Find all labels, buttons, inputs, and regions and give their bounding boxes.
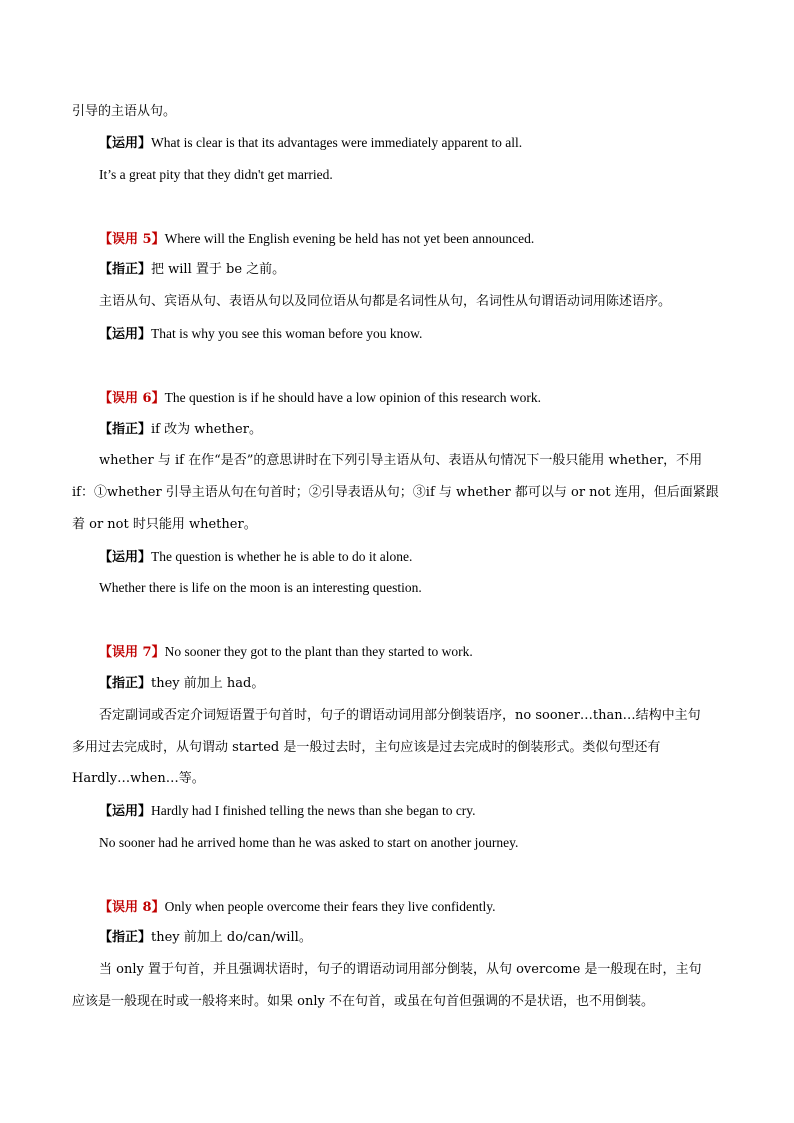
usage-6: 【运用】The question is whether he is able to do it alone. (99, 549, 413, 565)
explanation-5: 主语从句、宾语从句、表语从句以及同位语从句都是名词性从句，名词性从句谓语动词用陈述语序。 (99, 294, 672, 309)
error-tag: 【误用 7】 (99, 645, 165, 660)
usage-tag: 【运用】 (99, 327, 152, 342)
example-sentence: No sooner had he arrived home than he was asked to start on another journey. (99, 835, 519, 850)
error-example-8: 【误用 8】Only when people overcome their fears they live confidently. (99, 899, 496, 915)
correction-tag: 【指正】 (99, 676, 152, 691)
example-sentence: Whether there is life on the moon is an interesting question. (99, 580, 422, 595)
error-example-7: 【误用 7】No sooner they got to the plant than they started to work. (99, 644, 473, 660)
error-tag: 【误用 6】 (99, 391, 165, 406)
correction-5: 【指正】把 will 置于 be 之前。 (99, 262, 286, 277)
usage-5: 【运用】That is why you see this woman before you know. (99, 326, 423, 342)
usage-tag: 【运用】 (99, 804, 152, 819)
correction-tag: 【指正】 (99, 930, 152, 945)
explanation-6-line-2: if：①whether 引导主语从句在句首时；②引导表语从句；③if 与 whether 都可以与 or not 连用，但后面紧跟 (72, 485, 719, 500)
error-example-6: 【误用 6】The question is if he should have a low opinion of this research work. (99, 390, 541, 406)
error-tag: 【误用 5】 (99, 232, 165, 247)
usage-tag: 【运用】 (99, 136, 152, 151)
usage-example: 【运用】What is clear is that its advantages were immediately apparent to all. (99, 135, 523, 151)
explanation-7-line-3: Hardly…when…等。 (72, 771, 205, 786)
explanation-8-line-1: 当 only 置于句首，并且强调状语时，句子的谓语动词用部分倒装，从句 overcome 是一般现在时，主句 (99, 962, 702, 977)
correction-tag: 【指正】 (99, 262, 152, 277)
error-example-5: 【误用 5】Where will the English evening be held has not yet been announced. (99, 231, 535, 247)
usage-tag: 【运用】 (99, 550, 152, 565)
explanation-7-line-2: 多用过去完成时，从句谓动 started 是一般过去时，主句应该是过去完成时的倒装形式。类似句型还有 (72, 740, 661, 755)
correction-8: 【指正】they 前加上 do/can/will。 (99, 930, 312, 945)
correction-6: 【指正】if 改为 whether。 (99, 422, 262, 437)
correction-7: 【指正】they 前加上 had。 (99, 676, 265, 691)
correction-tag: 【指正】 (99, 422, 152, 437)
text-line: 引导的主语从句。 (72, 104, 177, 119)
usage-7: 【运用】Hardly had I finished telling the news than she began to cry. (99, 803, 476, 819)
example-sentence: It’s a great pity that they didn't get married. (99, 167, 333, 182)
explanation-6-line-1: whether 与 if 在作“是否”的意思讲时在下列引导主语从句、表语从句情况下一般只能用 whether，不用 (99, 453, 703, 468)
explanation-6-line-3: 着 or not 时只能用 whether。 (72, 517, 257, 532)
explanation-7-line-1: 否定副词或否定介词短语置于句首时，句子的谓语动词用部分倒装语序，no sooner…than…结构中主句 (99, 708, 701, 723)
error-tag: 【误用 8】 (99, 900, 165, 915)
explanation-8-line-2: 应该是一般现在时或一般将来时。如果 only 不在句首，或虽在句首但强调的不是状语，也不用倒装。 (72, 994, 654, 1009)
